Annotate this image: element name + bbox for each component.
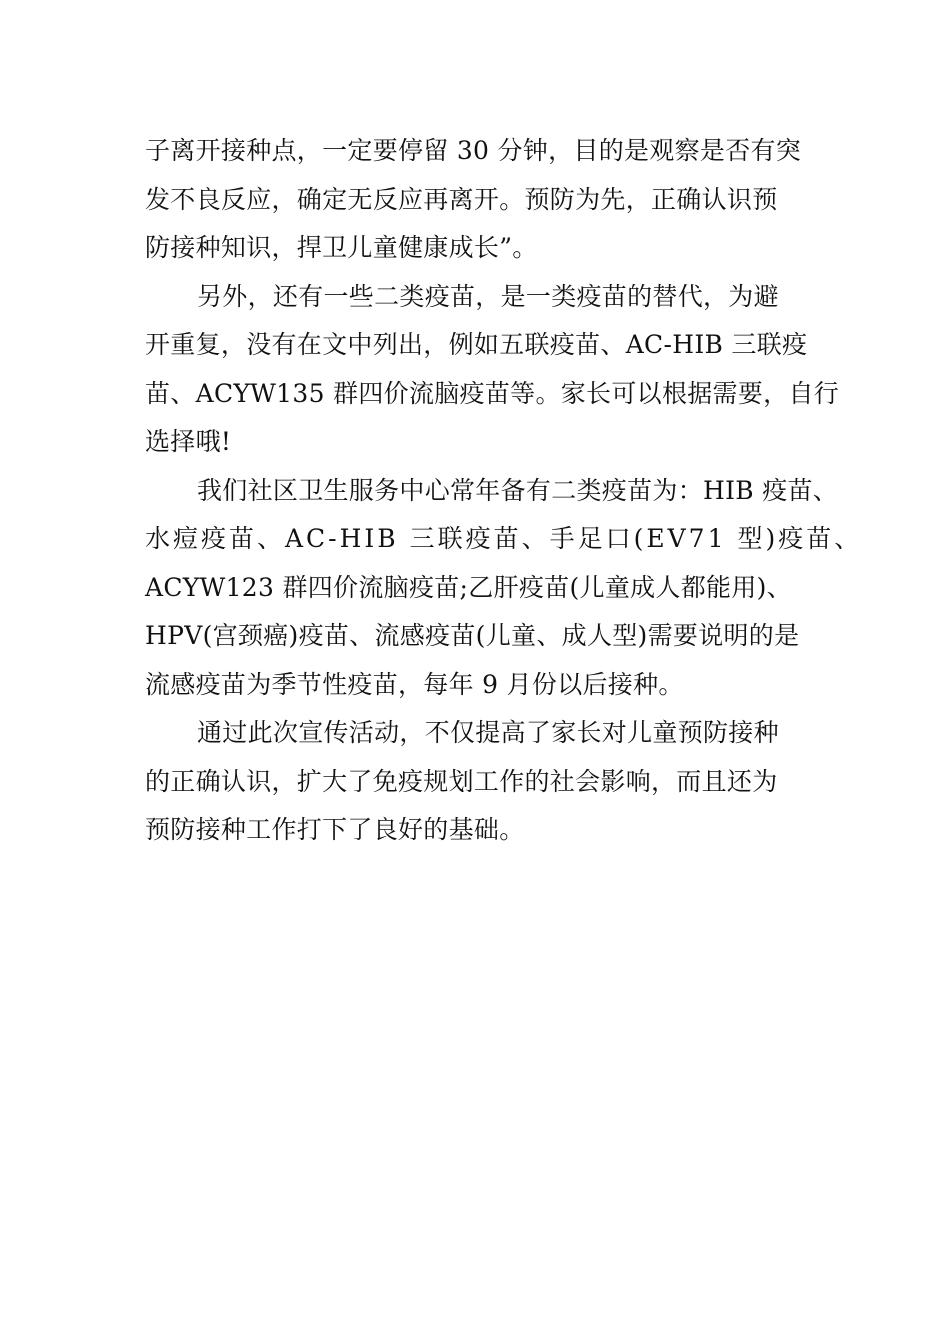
- paragraph-vaccination-observation: [145, 127, 845, 273]
- text-line: 水痘疫苗、AC-HIB 三联疫苗、手足口(EV71 型)疫苗、: [145, 524, 863, 553]
- text-line: 防接种知识，捍卫儿童健康成长”。: [145, 233, 538, 262]
- text-line: 的正确认识，扩大了免疫规划工作的社会影响，而且还为: [145, 766, 778, 796]
- text-line: 苗、ACYW135 群四价流脑疫苗等。家长可以根据需要，自行: [145, 378, 840, 408]
- document-body: [145, 127, 863, 855]
- text-line: 发不良反应，确定无反应再离开。预防为先，正确认识预: [145, 184, 778, 214]
- text-line: 我们社区卫生服务中心常年备有二类疫苗为：HIB 疫苗、: [197, 475, 839, 505]
- paragraph-class-two-vaccines: [145, 273, 845, 467]
- text-line: HPV(宫颈癌)疫苗、流感疫苗(儿童、成人型)需要说明的是: [145, 621, 800, 650]
- text-line: 子离开接种点，一定要停留 30 分钟，目的是观察是否有突: [145, 136, 802, 165]
- text-line: 开重复，没有在文中列出，例如五联疫苗、AC-HIB 三联疫: [145, 330, 808, 359]
- text-line: 选择哦!: [145, 427, 232, 456]
- paragraph-available-vaccines: [145, 467, 863, 710]
- text-line: 预防接种工作打下了良好的基础。: [145, 815, 525, 844]
- paragraph-campaign-summary: [145, 709, 845, 855]
- text-line: 通过此次宣传活动，不仅提高了家长对儿童预防接种: [197, 718, 779, 747]
- text-line: 另外，还有一些二类疫苗，是一类疫苗的替代，为避: [197, 281, 779, 311]
- text-line: 流感疫苗为季节性疫苗，每年 9 月份以后接种。: [145, 669, 684, 699]
- text-line: ACYW123 群四价流脑疫苗;乙肝疫苗(儿童成人都能用)、: [145, 572, 792, 602]
